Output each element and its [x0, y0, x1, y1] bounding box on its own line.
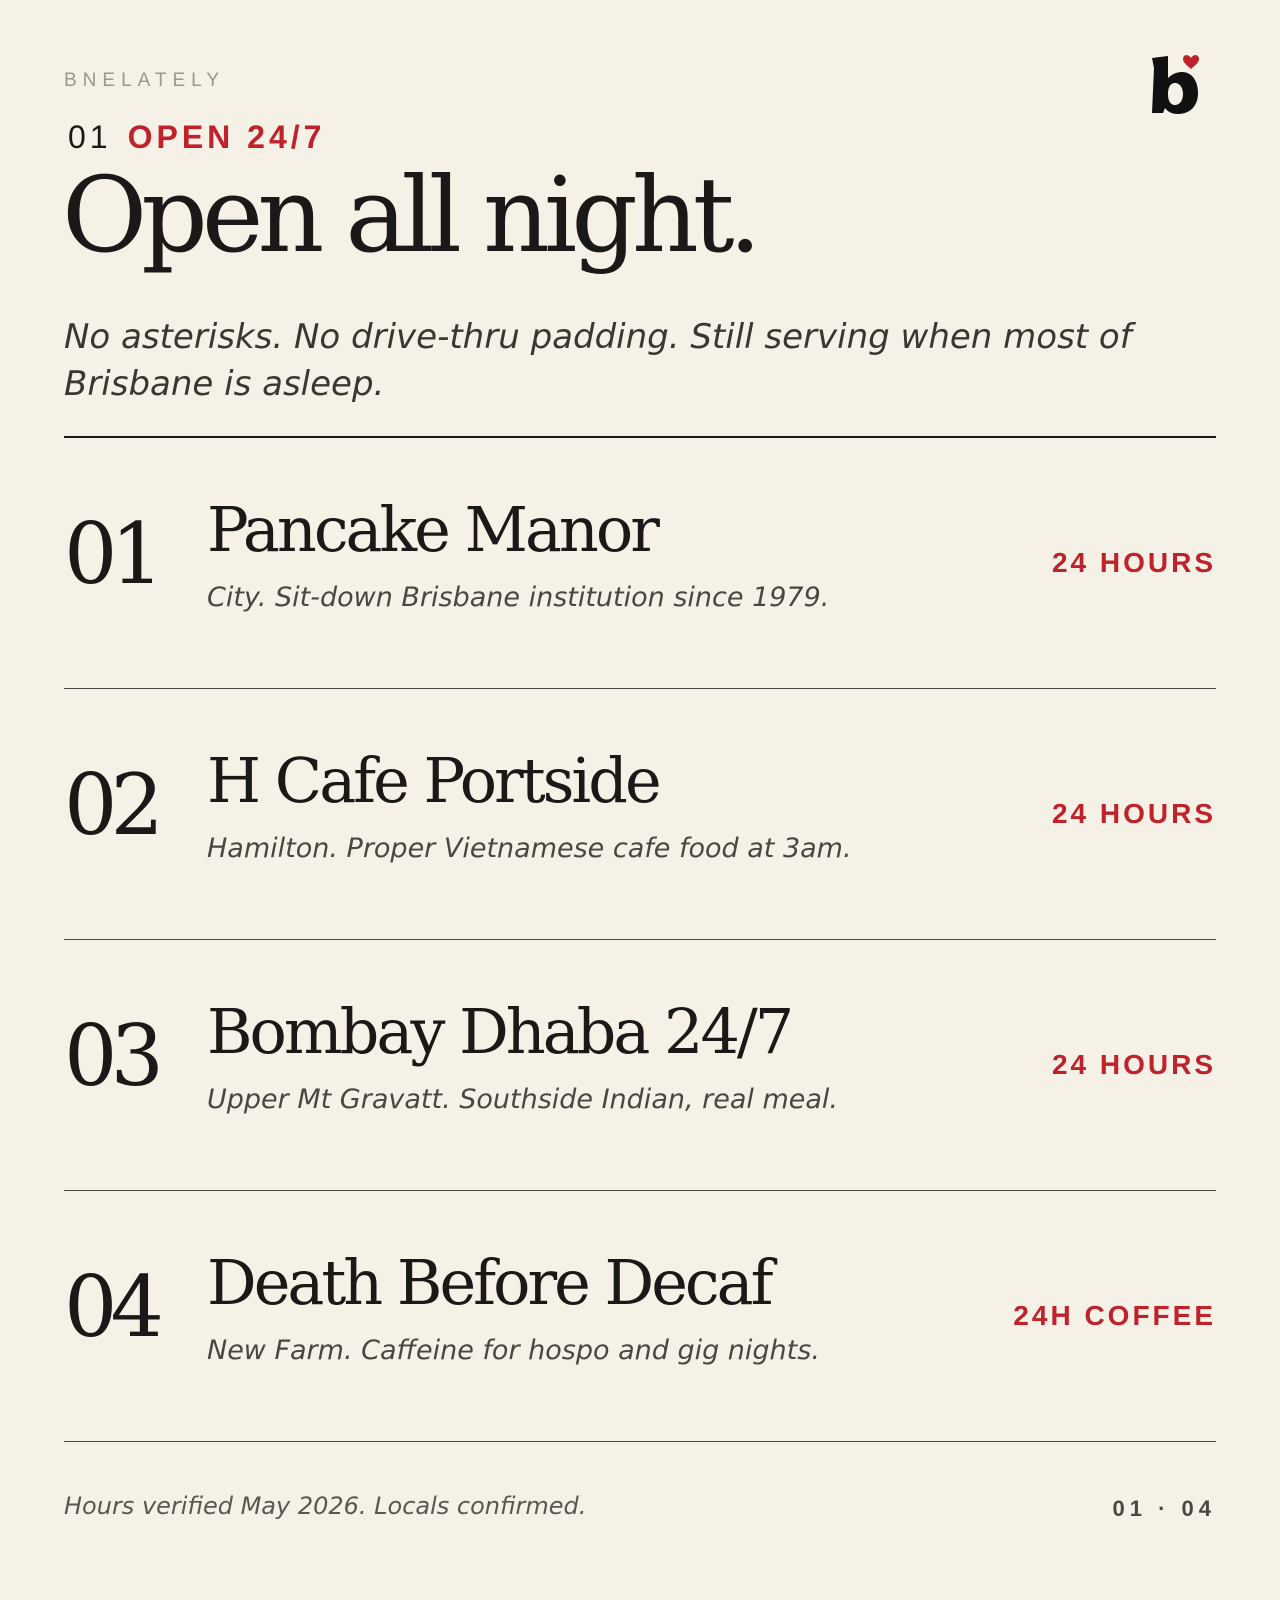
venue-hours-tag: 24H COFFEE: [1013, 1300, 1216, 1331]
venue-name: Pancake Manor: [207, 493, 657, 566]
section-label: OPEN 24/7: [127, 119, 326, 155]
venue-number: 04: [64, 1258, 157, 1356]
b-heart-logo-icon: [1146, 50, 1202, 116]
section-number: 01: [68, 119, 112, 155]
venue-name: Death Before Decaf: [207, 1246, 771, 1319]
list-item-venue-1: [64, 438, 1216, 689]
venue-description: City. Sit-down Brisbane institution since 1979.: [207, 582, 830, 613]
list-item-venue-2: [64, 689, 1216, 940]
list-item-venue-4: [64, 1191, 1216, 1442]
page-indicator: 01 · 04: [1112, 1496, 1216, 1521]
venue-number: 02: [64, 756, 157, 854]
venue-list: [64, 438, 1216, 1442]
venue-description: Upper Mt Gravatt. Southside Indian, real meal.: [207, 1084, 839, 1115]
list-item-venue-3: [64, 940, 1216, 1191]
intro-text: No asterisks. No drive-thru padding. Still serving when most of Brisbane is asleep.: [64, 317, 1132, 404]
venue-name: H Cafe Portside: [207, 744, 659, 817]
venue-description: New Farm. Caffeine for hospo and gig nights.: [207, 1335, 820, 1366]
venue-hours-tag: 24 HOURS: [1051, 1049, 1216, 1080]
venue-number: 03: [64, 1007, 157, 1105]
venue-hours-tag: 24 HOURS: [1051, 798, 1216, 829]
section-kicker: [68, 121, 325, 153]
footer-note: Hours verified May 2026. Locals confirmed.: [64, 1492, 587, 1520]
page-title: Open all night.: [62, 154, 756, 276]
venue-description: Hamilton. Proper Vietnamese cafe food at 3am.: [207, 833, 852, 864]
venue-number: 01: [64, 505, 157, 603]
venue-name: Bombay Dhaba 24/7: [207, 995, 792, 1068]
brand-name: BNELATELY: [64, 70, 226, 91]
venue-hours-tag: 24 HOURS: [1051, 547, 1216, 578]
